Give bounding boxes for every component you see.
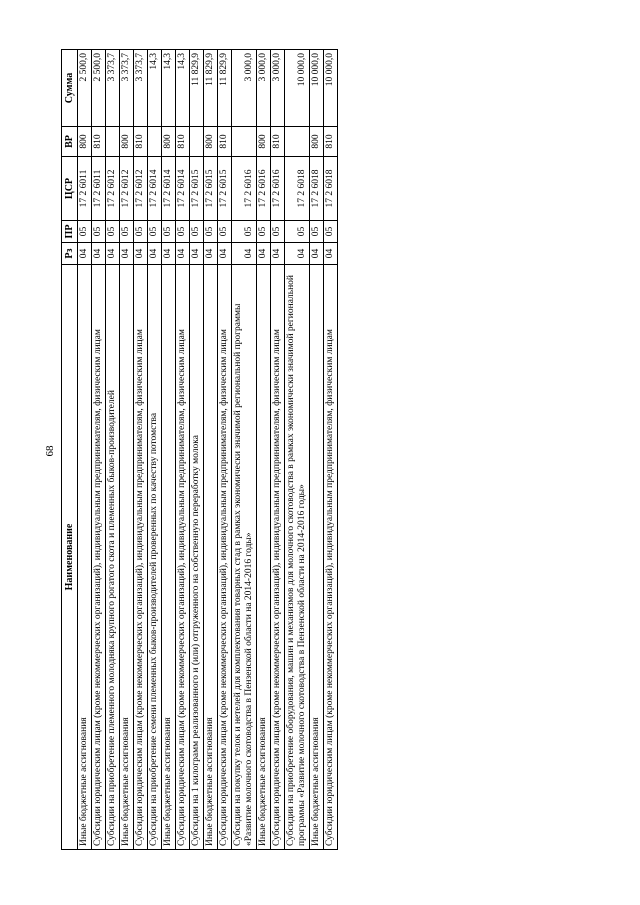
cell-vr: 810 (92, 127, 106, 157)
cell-pr: 05 (324, 221, 338, 243)
table-header-row (62, 50, 78, 850)
cell-csr: 17 2 6015 (218, 157, 232, 221)
header-rz: Рз (62, 243, 78, 265)
cell-name: Субсидии на покупку телок и нетелей для комплектования товарных стад в рамках экономически значимой региональной программы «Развитие молочного скотоводства в Пензенской области на 2014-2016 годы» (232, 265, 257, 850)
cell-csr: 17 2 6016 (271, 157, 285, 221)
cell-vr: 810 (134, 127, 148, 157)
rotated-page (61, 50, 527, 850)
cell-name: Субсидии юридическим лицам (кроме некоммерческих организаций), индивидуальным предпринимателям, физическим лицам (92, 265, 106, 850)
cell-rz: 04 (106, 243, 120, 265)
cell-pr: 05 (134, 221, 148, 243)
cell-vr: 810 (324, 127, 338, 157)
cell-vr (148, 127, 162, 157)
cell-csr: 17 2 6018 (310, 157, 324, 221)
cell-sum: 3 000,0 (271, 50, 285, 127)
cell-rz: 04 (324, 243, 338, 265)
cell-name: Иные бюджетные ассигнования (120, 265, 134, 850)
cell-vr (285, 127, 310, 157)
cell-pr: 05 (106, 221, 120, 243)
cell-pr: 05 (218, 221, 232, 243)
table-row (271, 50, 285, 850)
cell-pr: 05 (190, 221, 204, 243)
table-row (120, 50, 134, 850)
cell-vr: 800 (204, 127, 218, 157)
cell-sum: 3 000,0 (257, 50, 271, 127)
cell-csr: 17 2 6012 (120, 157, 134, 221)
cell-name: Субсидии юридическим лицам (кроме некоммерческих организаций), индивидуальным предпринимателям, физическим лицам (271, 265, 285, 850)
cell-pr: 05 (162, 221, 176, 243)
cell-sum: 10 000,0 (310, 50, 324, 127)
table-row (78, 50, 92, 850)
cell-rz: 04 (310, 243, 324, 265)
cell-csr: 17 2 6014 (176, 157, 190, 221)
cell-rz: 04 (190, 243, 204, 265)
cell-vr: 800 (257, 127, 271, 157)
cell-pr: 05 (148, 221, 162, 243)
cell-csr: 17 2 6012 (106, 157, 120, 221)
header-vr: ВР (62, 127, 78, 157)
cell-name: Субсидии юридическим лицам (кроме некоммерческих организаций), индивидуальным предпринимателям, физическим лицам (176, 265, 190, 850)
cell-sum: 14,3 (162, 50, 176, 127)
cell-csr: 17 2 6018 (324, 157, 338, 221)
table-row (310, 50, 324, 850)
cell-vr: 800 (78, 127, 92, 157)
cell-name: Иные бюджетные ассигнования (257, 265, 271, 850)
cell-rz: 04 (232, 243, 257, 265)
table-row (148, 50, 162, 850)
cell-rz: 04 (257, 243, 271, 265)
budget-table (61, 49, 338, 850)
cell-csr: 17 2 6011 (92, 157, 106, 221)
cell-rz: 04 (285, 243, 310, 265)
table-row (92, 50, 106, 850)
cell-vr: 800 (120, 127, 134, 157)
cell-rz: 04 (120, 243, 134, 265)
table-row (134, 50, 148, 850)
cell-sum: 11 829,9 (190, 50, 204, 127)
cell-csr: 17 2 6012 (134, 157, 148, 221)
cell-name: Иные бюджетные ассигнования (204, 265, 218, 850)
cell-name: Субсидии юридическим лицам (кроме некоммерческих организаций), индивидуальным предпринимателям, физическим лицам (324, 265, 338, 850)
cell-name: Субсидии на приобретение семени племенных быков-производителей проверенных по качеству потомства (148, 265, 162, 850)
header-pr: ПР (62, 221, 78, 243)
table-row (324, 50, 338, 850)
cell-sum: 3 373,7 (106, 50, 120, 127)
cell-pr: 05 (92, 221, 106, 243)
header-csr: ЦСР (62, 157, 78, 221)
cell-sum: 3 373,7 (134, 50, 148, 127)
table-row (204, 50, 218, 850)
cell-rz: 04 (78, 243, 92, 265)
cell-sum: 3 373,7 (120, 50, 134, 127)
table-row (218, 50, 232, 850)
cell-pr: 05 (232, 221, 257, 243)
cell-rz: 04 (162, 243, 176, 265)
cell-rz: 04 (218, 243, 232, 265)
cell-csr: 17 2 6016 (257, 157, 271, 221)
cell-sum: 11 829,9 (218, 50, 232, 127)
cell-name: Субсидии на приобретение оборудования, машин и механизмов для молочного скотоводства в рамках экономически значимой региональной программы «Развитие молочного скотоводства в Пензенской области на 2014-2016 годы» (285, 265, 310, 850)
cell-pr: 05 (120, 221, 134, 243)
cell-vr: 810 (271, 127, 285, 157)
cell-pr: 05 (176, 221, 190, 243)
page-number: 68 (44, 445, 56, 457)
cell-csr: 17 2 6016 (232, 157, 257, 221)
cell-pr: 05 (78, 221, 92, 243)
cell-name: Иные бюджетные ассигнования (310, 265, 324, 850)
table-row (106, 50, 120, 850)
cell-name: Субсидии юридическим лицам (кроме некоммерческих организаций), индивидуальным предпринимателям, физическим лицам (218, 265, 232, 850)
cell-sum: 14,3 (176, 50, 190, 127)
cell-rz: 04 (92, 243, 106, 265)
cell-pr: 05 (310, 221, 324, 243)
cell-rz: 04 (204, 243, 218, 265)
cell-sum: 10 000,0 (324, 50, 338, 127)
cell-rz: 04 (134, 243, 148, 265)
cell-sum: 3 000,0 (232, 50, 257, 127)
cell-pr: 05 (285, 221, 310, 243)
cell-csr: 17 2 6014 (148, 157, 162, 221)
cell-rz: 04 (148, 243, 162, 265)
cell-sum: 11 829,9 (204, 50, 218, 127)
cell-csr: 17 2 6011 (78, 157, 92, 221)
cell-sum: 10 000,0 (285, 50, 310, 127)
cell-rz: 04 (271, 243, 285, 265)
table-row (232, 50, 257, 850)
cell-name: Субсидии юридическим лицам (кроме некоммерческих организаций), индивидуальным предпринимателям, физическим лицам (134, 265, 148, 850)
table-row (176, 50, 190, 850)
cell-vr (106, 127, 120, 157)
cell-vr: 810 (176, 127, 190, 157)
cell-vr: 810 (218, 127, 232, 157)
cell-name: Субсидии на 1 килограмм реализованного и (или) отгруженного на собственную переработку молока (190, 265, 204, 850)
cell-pr: 05 (257, 221, 271, 243)
cell-vr: 800 (310, 127, 324, 157)
cell-csr: 17 2 6014 (162, 157, 176, 221)
cell-name: Субсидии на приобретение племенного молодняка крупного рогатого скота и племенных быков-производителей (106, 265, 120, 850)
header-sum: Сумма (62, 50, 78, 127)
table-row (257, 50, 271, 850)
cell-rz: 04 (176, 243, 190, 265)
cell-vr (190, 127, 204, 157)
budget-sheet (61, 50, 527, 850)
table-row (285, 50, 310, 850)
table-row (190, 50, 204, 850)
header-name: Наименование (62, 265, 78, 850)
cell-name: Иные бюджетные ассигнования (78, 265, 92, 850)
cell-vr: 800 (162, 127, 176, 157)
cell-vr (232, 127, 257, 157)
cell-sum: 2 500,0 (78, 50, 92, 127)
cell-name: Иные бюджетные ассигнования (162, 265, 176, 850)
cell-pr: 05 (271, 221, 285, 243)
cell-sum: 14,3 (148, 50, 162, 127)
cell-csr: 17 2 6015 (204, 157, 218, 221)
cell-csr: 17 2 6015 (190, 157, 204, 221)
table-row (162, 50, 176, 850)
cell-csr: 17 2 6018 (285, 157, 310, 221)
cell-sum: 2 500,0 (92, 50, 106, 127)
cell-pr: 05 (204, 221, 218, 243)
